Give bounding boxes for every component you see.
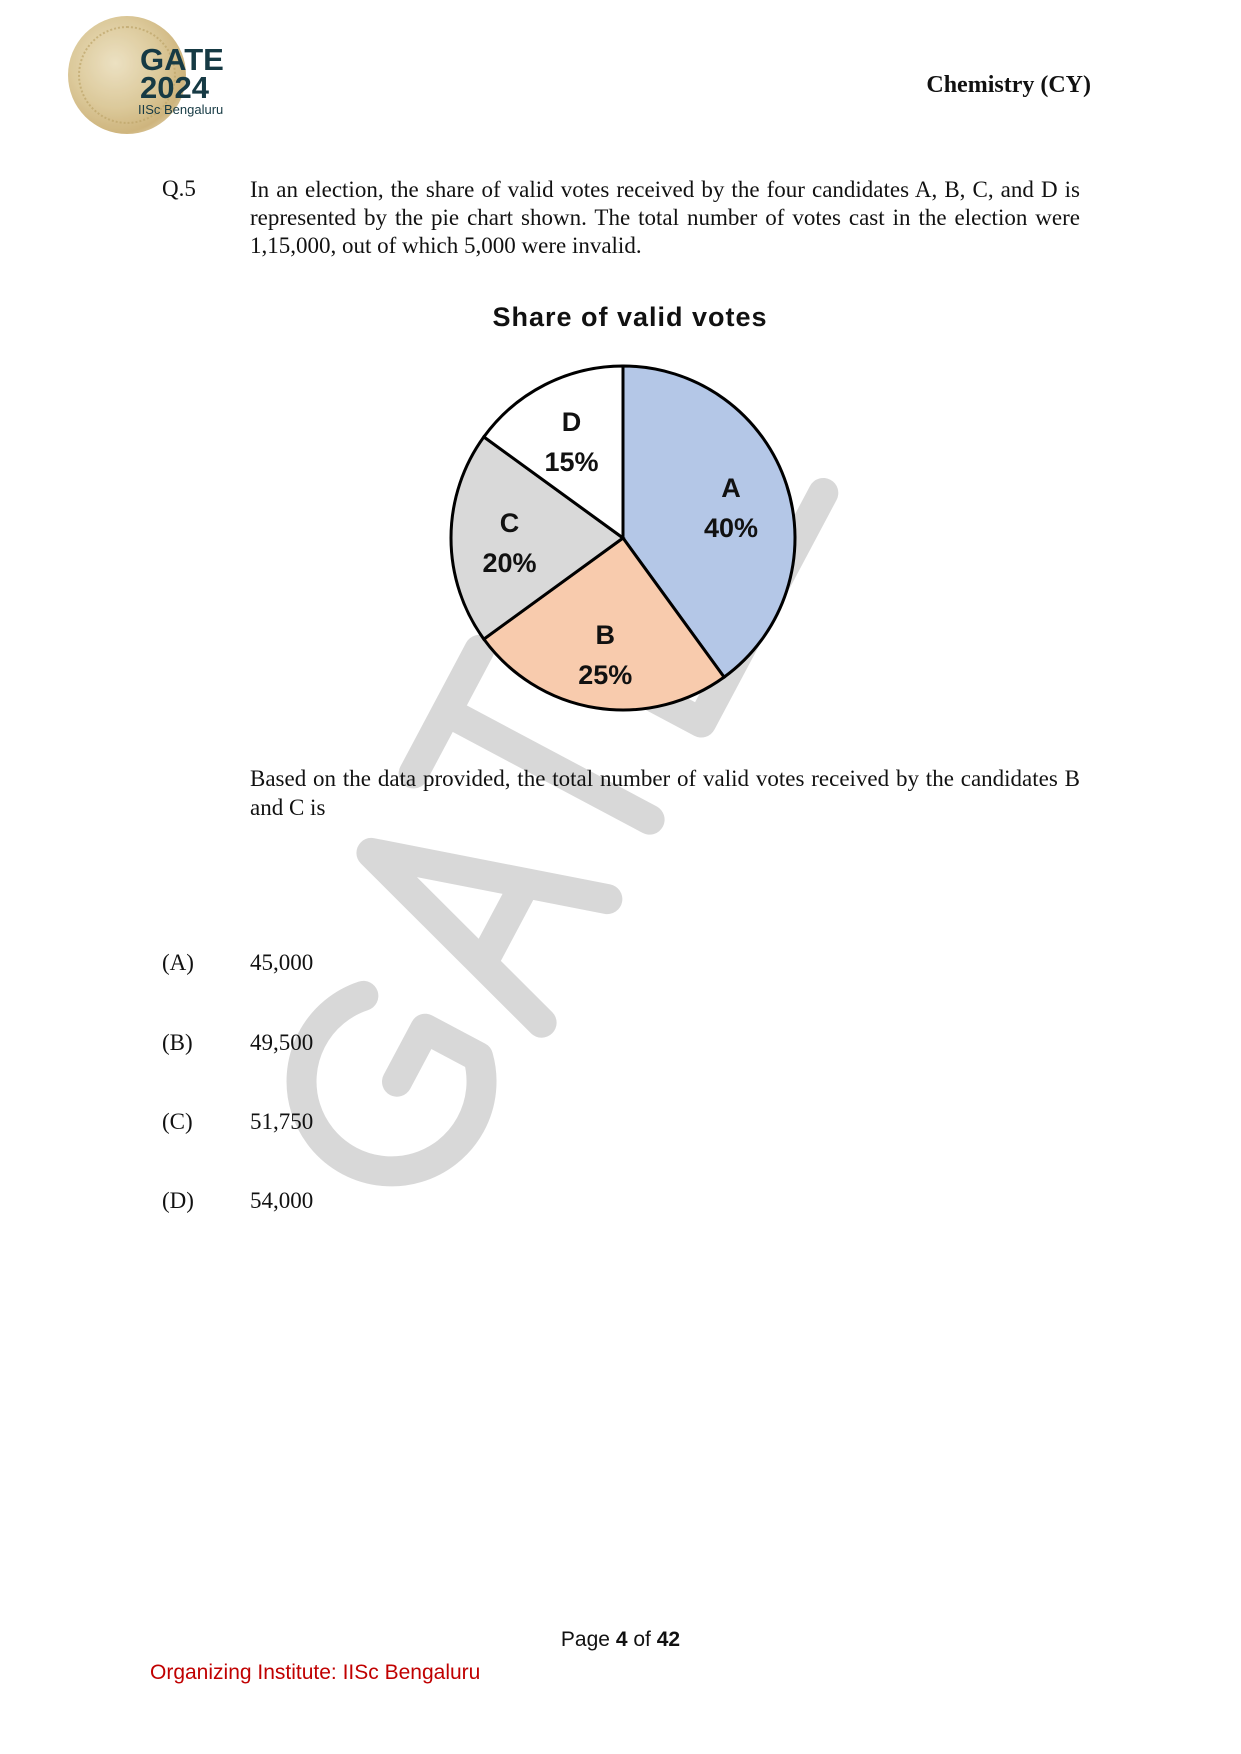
pie-label-b: B bbox=[595, 620, 615, 651]
option-value: 51,750 bbox=[250, 1109, 314, 1134]
pie-chart bbox=[440, 358, 800, 718]
option-value: 54,000 bbox=[250, 1188, 314, 1213]
option-value: 45,000 bbox=[250, 950, 314, 975]
option-c[interactable] bbox=[162, 1109, 313, 1135]
logo-wordmark: GATE 2024 bbox=[140, 42, 224, 105]
pie-value-label-a: 40% bbox=[703, 512, 758, 543]
pie-value-label-c: 20% bbox=[482, 548, 537, 578]
option-d[interactable] bbox=[162, 1188, 313, 1214]
pie-value-label-d: 15% bbox=[544, 446, 599, 477]
question-text-continued: Based on the data provided, the total number of valid votes received by the candidates B and C is bbox=[250, 766, 1080, 820]
page-number: Page 4 of 42 bbox=[560, 1628, 681, 1651]
chart-title: Share of valid votes bbox=[492, 302, 768, 332]
option-label: (A) bbox=[162, 950, 194, 975]
pie-label-c: C bbox=[499, 508, 520, 538]
pie-value-label-b: 25% bbox=[578, 660, 633, 691]
question-text: In an election, the share of valid votes received by the four candidates A, B, C, and D is represented by the pie chart shown. The total number of votes cast in the election were 1,15,000, out of which 5,000 were invalid. bbox=[250, 177, 1080, 258]
gate-logo bbox=[66, 14, 236, 136]
organizing-institute: Organizing Institute: IISc Bengaluru bbox=[150, 1661, 481, 1684]
subject-header: Chemistry (CY) bbox=[926, 72, 1091, 98]
option-b[interactable] bbox=[162, 1030, 313, 1056]
option-label: (C) bbox=[162, 1109, 193, 1134]
option-a[interactable] bbox=[162, 950, 313, 976]
option-label: (D) bbox=[162, 1188, 194, 1213]
question-number: Q.5 bbox=[162, 176, 196, 201]
logo-subtitle: IISc Bengaluru bbox=[138, 102, 224, 117]
option-value: 49,500 bbox=[250, 1030, 314, 1055]
option-label: (B) bbox=[162, 1030, 193, 1055]
pie-label-a: A bbox=[721, 472, 741, 503]
pie-label-d: D bbox=[561, 406, 582, 437]
